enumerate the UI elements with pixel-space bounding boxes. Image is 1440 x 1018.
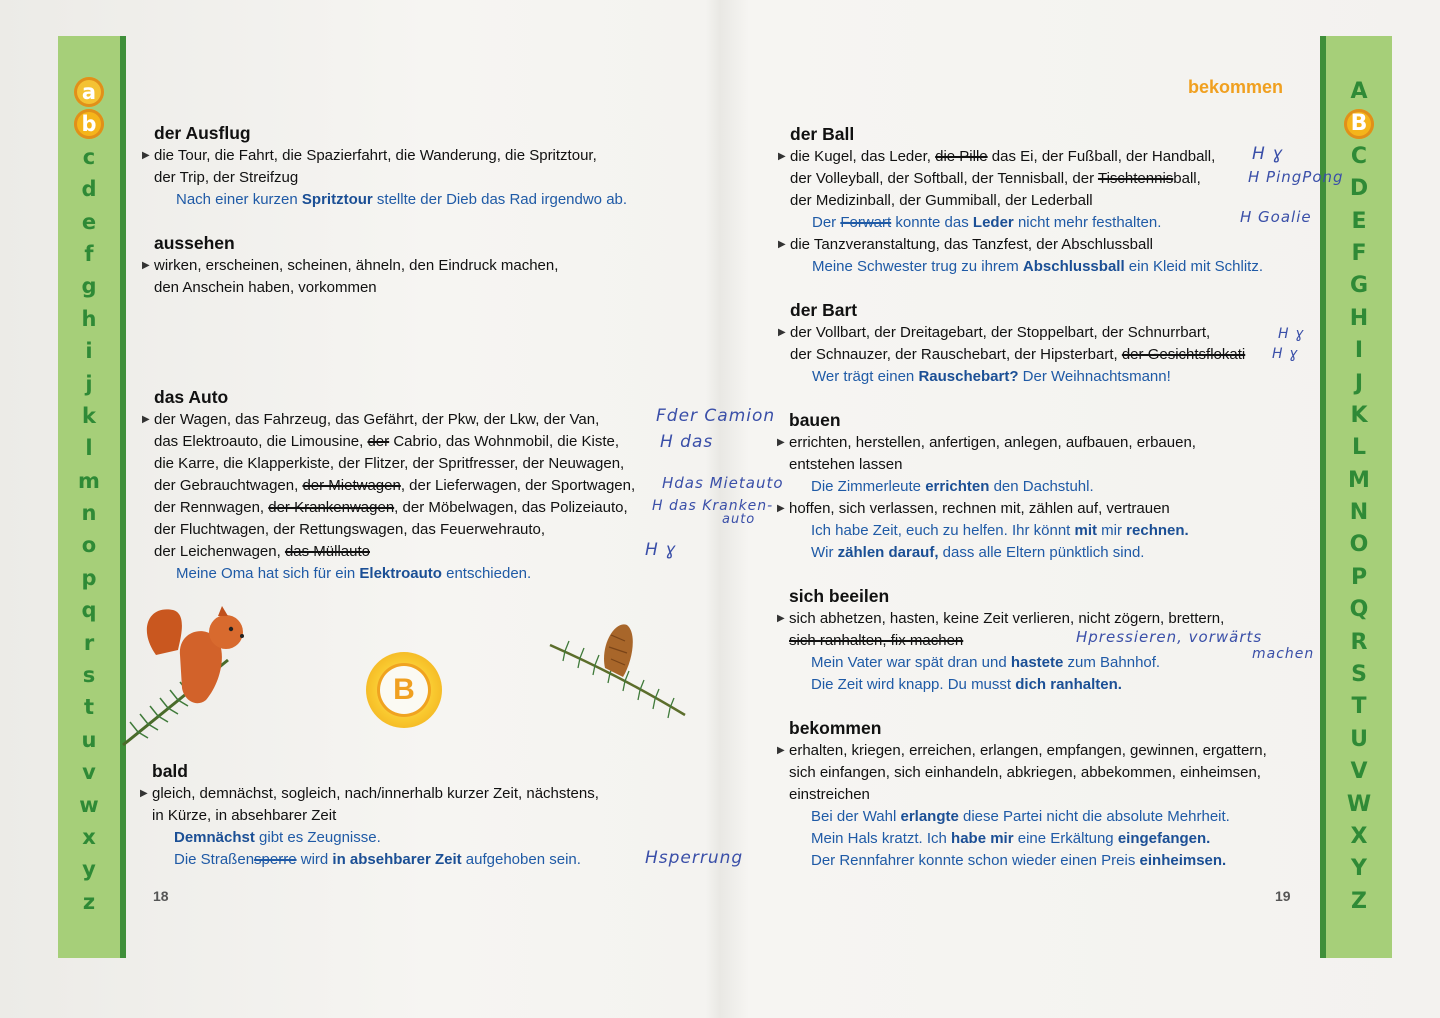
left-index-letter[interactable]: q [81,598,97,623]
handwritten-note: Fder Camion [656,406,776,426]
synonyms: der Trip, der Streifzug [154,169,299,186]
triangle-marker-icon: ▶ [142,260,150,271]
synonyms: ▶ errichten, herstellen, anfertigen, anlegen, aufbauen, erbauen, [789,432,1196,454]
headword: bald [152,761,188,781]
right-index-letter[interactable]: L [1351,435,1367,461]
right-index-letter[interactable]: R [1350,629,1368,655]
triangle-marker-icon: ▶ [142,414,150,425]
triangle-marker-icon: ▶ [778,239,786,250]
right-index-letter[interactable]: X [1350,823,1368,849]
handwritten-note: auto [722,512,756,527]
left-index-letter[interactable]: r [83,630,95,655]
right-index-letter[interactable]: Y [1351,856,1367,882]
left-index-letter[interactable]: y [82,857,96,882]
left-index-letter[interactable]: b [58,108,120,140]
right-index-letter[interactable]: I [1354,338,1364,364]
right-index-letter[interactable]: D [1349,176,1369,202]
synonyms: der Schnauzer, der Rauschebart, der Hipsterbart, der Gesichtsflokati [790,346,1246,363]
synonyms: ▶ wirken, erscheinen, scheinen, ähneln, den Eindruck machen, [154,255,558,277]
synonyms: ▶ die Tanzveranstaltung, das Tanzfest, der Abschlussball [790,234,1263,256]
headword: aussehen [154,233,235,253]
handwritten-note: H ɣ [1278,326,1305,342]
left-alphabet-strip [58,36,126,958]
right-index-letter[interactable]: S [1351,662,1367,688]
right-index-letter[interactable]: U [1350,726,1368,752]
page-number-right: 19 [1275,888,1291,904]
left-index-letter[interactable]: x [82,824,96,849]
squirrel-illustration [118,600,268,750]
handwritten-note: Hdas Mietauto [662,474,784,492]
left-index-letter[interactable]: i [85,339,93,364]
example-sentence: Meine Schwester trug zu ihrem Abschlussball ein Kleid mit Schlitz. [812,258,1264,275]
entry-aussehen [142,232,559,299]
headword: bauen [789,410,841,430]
left-index-letter[interactable]: n [81,501,97,526]
page-number-left: 18 [153,888,169,904]
triangle-marker-icon: ▶ [140,788,148,799]
synonyms: der Rennwagen, der Krankenwagen, der Möbelwagen, das Polizeiauto, [154,499,628,516]
headword: der Ball [790,124,855,144]
letter-b-badge [366,652,442,728]
triangle-marker-icon: ▶ [778,327,786,338]
synonyms: in Kürze, in absehbarer Zeit [152,807,337,824]
synonyms: ▶ die Kugel, das Leder, die Pille das Ei, der Fußball, der Handball, [790,146,1263,168]
entry-ausflug [142,122,628,211]
right-index-letter[interactable]: A [1350,79,1368,104]
synonyms: der Volleyball, der Softball, der Tennisball, der Tischtennisball, [790,170,1201,187]
synonyms: der Fluchtwagen, der Rettungswagen, das Feuerwehrauto, [154,521,546,538]
example-sentence: Die Straßensperre wird in absehbarer Zeit aufgehoben sein. [174,851,581,868]
entry-bald [140,760,599,871]
handwritten-note: machen [1252,646,1315,662]
right-index-letter[interactable]: E [1351,208,1367,234]
synonyms: ▶ sich abhetzen, hasten, keine Zeit verlieren, nicht zögern, brettern, [789,608,1224,630]
example-sentence: Demnächst gibt es Zeugnisse. [174,829,381,846]
running-head: bekommen [1188,77,1284,97]
left-index-letter[interactable]: m [78,468,100,493]
example-sentence: Nach einer kurzen Spritztour stellte der Dieb das Rad irgendwo ab. [176,191,628,208]
right-index-letter[interactable]: N [1349,500,1369,526]
example-sentence: Wir zählen darauf, dass alle Eltern pünktlich sind. [811,544,1145,561]
handwritten-note: H PingPong [1248,168,1344,186]
synonyms: ▶ der Vollbart, der Dreitagebart, der Stoppelbart, der Schnurrbart, [790,322,1245,344]
synonyms: den Anschein haben, vorkommen [154,279,377,296]
handwritten-note: H das [660,432,714,452]
right-index-letter[interactable]: J [1354,370,1364,396]
left-letter-index [58,76,120,918]
headword: sich beeilen [789,586,890,606]
example-sentence: Der Forwart konnte das Leder nicht mehr festhalten. [812,214,1162,231]
synonyms: ▶ gleich, demnächst, sogleich, nach/innerhalb kurzer Zeit, nächstens, [152,783,599,805]
synonyms: die Karre, die Klapperkiste, der Flitzer, der Spritfresser, der Neuwagen, [154,455,625,472]
left-index-letter[interactable]: t [83,695,95,720]
synonyms: der Medizinball, der Gummiball, der Lederball [790,192,1093,209]
right-index-letter[interactable]: Z [1351,888,1367,914]
right-letter-index [1326,76,1392,918]
left-index-letter[interactable]: u [81,727,97,752]
synonyms: sich einfangen, sich einhandeln, abkriegen, abbekommen, einheimsen, [789,764,1261,781]
left-index-letter[interactable]: o [81,533,97,558]
synonyms: ▶ hoffen, sich verlassen, rechnen mit, zählen auf, vertrauen [789,498,1196,520]
right-index-letter[interactable]: V [1350,759,1368,785]
right-index-letter[interactable]: W [1346,791,1372,817]
handwritten-note: H ɣ [1252,144,1284,164]
entry-bart [778,299,1246,388]
synonyms: ▶ erhalten, kriegen, erreichen, erlangen, empfangen, gewinnen, ergattern, [789,740,1267,762]
headword: der Ausflug [154,123,251,143]
headword: der Bart [790,300,858,320]
synonyms: sich ranhalten, fix machen [789,632,964,649]
left-index-letter[interactable]: k [82,403,96,428]
right-index-letter[interactable]: P [1350,564,1368,590]
synonyms: einstreichen [789,786,870,803]
triangle-marker-icon: ▶ [777,503,785,514]
entry-bauen [777,409,1196,564]
entry-ball [778,123,1264,278]
left-index-letter[interactable]: z [82,889,96,914]
headword: bekommen [789,718,882,738]
example-sentence: Die Zimmerleute errichten den Dachstuhl. [811,478,1094,495]
entry-bekommen [777,717,1267,872]
triangle-marker-icon: ▶ [142,150,150,161]
synonyms: der Leichenwagen, das Müllauto [154,543,370,560]
right-index-letter[interactable]: B [1326,108,1392,140]
right-index-letter[interactable]: F [1351,240,1367,266]
example-sentence: Mein Hals kratzt. Ich habe mir eine Erkältung eingefangen. [811,830,1211,847]
handwritten-note: Hsperrung [645,848,744,868]
handwritten-note: H ɣ [645,540,677,560]
left-index-letter[interactable]: f [84,241,94,266]
left-index-letter[interactable]: g [81,274,97,299]
left-index-letter[interactable]: e [81,209,97,234]
example-sentence: Bei der Wahl erlangte diese Partei nicht die absolute Mehrheit. [811,808,1230,825]
entry-auto [142,386,636,585]
right-index-letter[interactable]: K [1350,402,1368,428]
left-index-letter[interactable]: h [81,306,97,331]
left-index-letter[interactable]: v [82,760,96,785]
left-index-letter[interactable]: c [82,144,96,169]
triangle-marker-icon: ▶ [777,613,785,624]
example-sentence: Wer trägt einen Rauschebart? Der Weihnachtsmann! [812,368,1171,385]
right-index-letter[interactable]: O [1349,532,1369,558]
synonyms: entstehen lassen [789,456,903,473]
right-index-letter[interactable]: T [1351,694,1367,720]
left-index-letter[interactable]: s [82,663,96,688]
right-index-letter[interactable]: C [1350,143,1368,169]
example-sentence: Meine Oma hat sich für ein Elektroauto entschieden. [176,565,532,582]
right-index-letter[interactable]: G [1349,273,1369,299]
synonyms: der Gebrauchtwagen, der Mietwagen, der Lieferwagen, der Sportwagen, [154,477,636,494]
handwritten-note: H Goalie [1240,208,1312,226]
handwritten-note: H das Kranken- [652,498,774,514]
left-index-letter[interactable]: w [79,792,99,817]
synonyms: ▶ die Tour, die Fahrt, die Spazierfahrt, die Wanderung, die Spritztour, [154,145,627,167]
handwritten-note: Hpressieren, vorwärts [1076,628,1263,646]
headword: das Auto [154,387,229,407]
left-index-letter[interactable]: j [85,371,93,396]
triangle-marker-icon: ▶ [778,151,786,162]
right-index-letter[interactable]: M [1348,467,1370,493]
fir-branch-illustration [545,615,695,725]
triangle-marker-icon: ▶ [777,745,785,756]
badge-letter: B [380,666,428,714]
synonyms: ▶ der Wagen, das Fahrzeug, das Gefährt, der Pkw, der Lkw, der Van, [154,409,635,431]
example-sentence: Mein Vater war spät dran und hastete zum Bahnhof. [811,654,1161,671]
left-index-letter[interactable]: p [81,565,97,590]
triangle-marker-icon: ▶ [777,437,785,448]
right-index-letter[interactable]: Q [1349,597,1369,623]
example-sentence: Die Zeit wird knapp. Du musst dich ranhalten. [811,676,1122,693]
example-sentence: Der Rennfahrer konnte schon wieder einen Preis einheimsen. [811,852,1227,869]
example-sentence: Ich habe Zeit, euch zu helfen. Ihr könnt mit mir rechnen. [811,522,1189,539]
left-index-letter[interactable]: a [58,76,120,108]
handwritten-note: H ɣ [1272,346,1299,362]
right-index-letter[interactable]: H [1349,305,1369,331]
left-index-letter[interactable]: l [85,436,93,461]
left-index-letter[interactable]: d [81,177,97,202]
synonyms: das Elektroauto, die Limousine, der Cabrio, das Wohnmobil, die Kiste, [154,433,619,450]
